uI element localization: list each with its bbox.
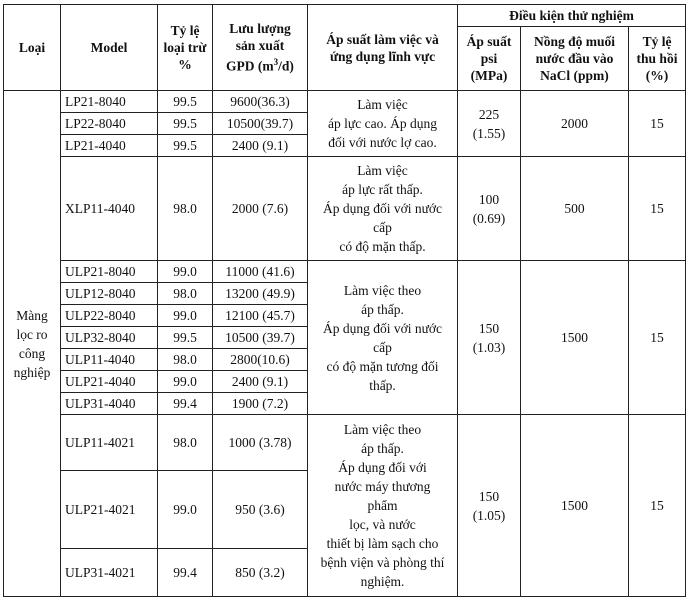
flow-cell: 2800(10.6) bbox=[213, 349, 308, 371]
membrane-spec-table bbox=[3, 4, 686, 597]
header-pressure: Áp suất psi (MPa) bbox=[458, 27, 521, 91]
flow-cell: 950 (3.6) bbox=[213, 471, 308, 549]
header-flow-unit-sup: 3 bbox=[273, 57, 279, 68]
recovery-cell: 15 bbox=[629, 261, 686, 415]
model-cell: ULP21-4021 bbox=[61, 471, 158, 549]
pressure-cell: 225 (1.55) bbox=[458, 91, 521, 157]
rejection-cell: 99.0 bbox=[158, 305, 213, 327]
flow-cell: 850 (3.2) bbox=[213, 549, 308, 597]
header-test-conditions: Điều kiện thử nghiệm bbox=[458, 5, 686, 27]
recovery-cell: 15 bbox=[629, 91, 686, 157]
flow-cell: 2400 (9.1) bbox=[213, 135, 308, 157]
header-flow-label: Lưu lượng sản xuất bbox=[229, 21, 291, 54]
rejection-cell: 99.5 bbox=[158, 91, 213, 113]
application-cell: Làm việc theo áp thấp. Áp dụng đối với nước cấp có độ mặn tương đối thấp. bbox=[308, 261, 458, 415]
model-cell: ULP32-8040 bbox=[61, 327, 158, 349]
model-cell: XLP11-4040 bbox=[61, 157, 158, 261]
application-cell: Làm việc theo áp thấp. Áp dụng đối với nước máy thương phẩm lọc, và nước thiết bị làm sạch cho bệnh viện và phòng thí nghiệm. bbox=[308, 415, 458, 597]
rejection-cell: 98.0 bbox=[158, 283, 213, 305]
model-cell: ULP11-4021 bbox=[61, 415, 158, 471]
table-row bbox=[4, 261, 686, 283]
recovery-cell: 15 bbox=[629, 415, 686, 597]
flow-cell: 13200 (49.9) bbox=[213, 283, 308, 305]
nacl-cell: 1500 bbox=[521, 261, 629, 415]
pressure-cell: 150 (1.05) bbox=[458, 415, 521, 597]
rejection-cell: 99.4 bbox=[158, 393, 213, 415]
header-loai: Loại bbox=[4, 5, 61, 91]
header-model: Model bbox=[61, 5, 158, 91]
header-rejection: Tỷ lệ loại trừ % bbox=[158, 5, 213, 91]
model-cell: ULP12-8040 bbox=[61, 283, 158, 305]
nacl-cell: 500 bbox=[521, 157, 629, 261]
pressure-cell: 100 (0.69) bbox=[458, 157, 521, 261]
header-application: Áp suất làm việc và ứng dụng lĩnh vực bbox=[308, 5, 458, 91]
table-row bbox=[4, 157, 686, 261]
nacl-cell: 2000 bbox=[521, 91, 629, 157]
header-flow-unit: GPD (m bbox=[226, 58, 274, 74]
rejection-cell: 98.0 bbox=[158, 415, 213, 471]
header-flow bbox=[213, 5, 308, 91]
model-cell: ULP31-4040 bbox=[61, 393, 158, 415]
flow-cell: 10500 (39.7) bbox=[213, 327, 308, 349]
rejection-cell: 99.0 bbox=[158, 261, 213, 283]
table-body bbox=[4, 91, 686, 597]
flow-cell: 1000 (3.78) bbox=[213, 415, 308, 471]
model-cell: ULP31-4021 bbox=[61, 549, 158, 597]
model-cell: ULP11-4040 bbox=[61, 349, 158, 371]
rejection-cell: 99.0 bbox=[158, 371, 213, 393]
header-recovery: Tỷ lệ thu hồi (%) bbox=[629, 27, 686, 91]
header-nacl: Nồng độ muối nước đầu vào NaCl (ppm) bbox=[521, 27, 629, 91]
recovery-cell: 15 bbox=[629, 157, 686, 261]
model-cell: LP21-8040 bbox=[61, 91, 158, 113]
flow-cell: 1900 (7.2) bbox=[213, 393, 308, 415]
model-cell: ULP21-4040 bbox=[61, 371, 158, 393]
rejection-cell: 99.5 bbox=[158, 135, 213, 157]
flow-cell: 10500(39.7) bbox=[213, 113, 308, 135]
header-flow-unit-end: /d) bbox=[278, 58, 294, 74]
rejection-cell: 98.0 bbox=[158, 349, 213, 371]
rejection-cell: 99.0 bbox=[158, 471, 213, 549]
category-cell: Màng lọc ro công nghiệp bbox=[4, 91, 61, 597]
rejection-cell: 99.5 bbox=[158, 113, 213, 135]
flow-cell: 2400 (9.1) bbox=[213, 371, 308, 393]
application-cell: Làm việc áp lực cao. Áp dụng đối với nước lợ cao. bbox=[308, 91, 458, 157]
model-cell: LP22-8040 bbox=[61, 113, 158, 135]
flow-cell: 12100 (45.7) bbox=[213, 305, 308, 327]
rejection-cell: 98.0 bbox=[158, 157, 213, 261]
table-row bbox=[4, 415, 686, 471]
application-cell: Làm việc áp lực rất thấp. Áp dụng đối với nước cấp có độ mặn thấp. bbox=[308, 157, 458, 261]
table-row bbox=[4, 91, 686, 113]
rejection-cell: 99.5 bbox=[158, 327, 213, 349]
pressure-cell: 150 (1.03) bbox=[458, 261, 521, 415]
model-cell: ULP22-8040 bbox=[61, 305, 158, 327]
model-cell: ULP21-8040 bbox=[61, 261, 158, 283]
nacl-cell: 1500 bbox=[521, 415, 629, 597]
flow-cell: 2000 (7.6) bbox=[213, 157, 308, 261]
flow-cell: 9600(36.3) bbox=[213, 91, 308, 113]
model-cell: LP21-4040 bbox=[61, 135, 158, 157]
flow-cell: 11000 (41.6) bbox=[213, 261, 308, 283]
rejection-cell: 99.4 bbox=[158, 549, 213, 597]
